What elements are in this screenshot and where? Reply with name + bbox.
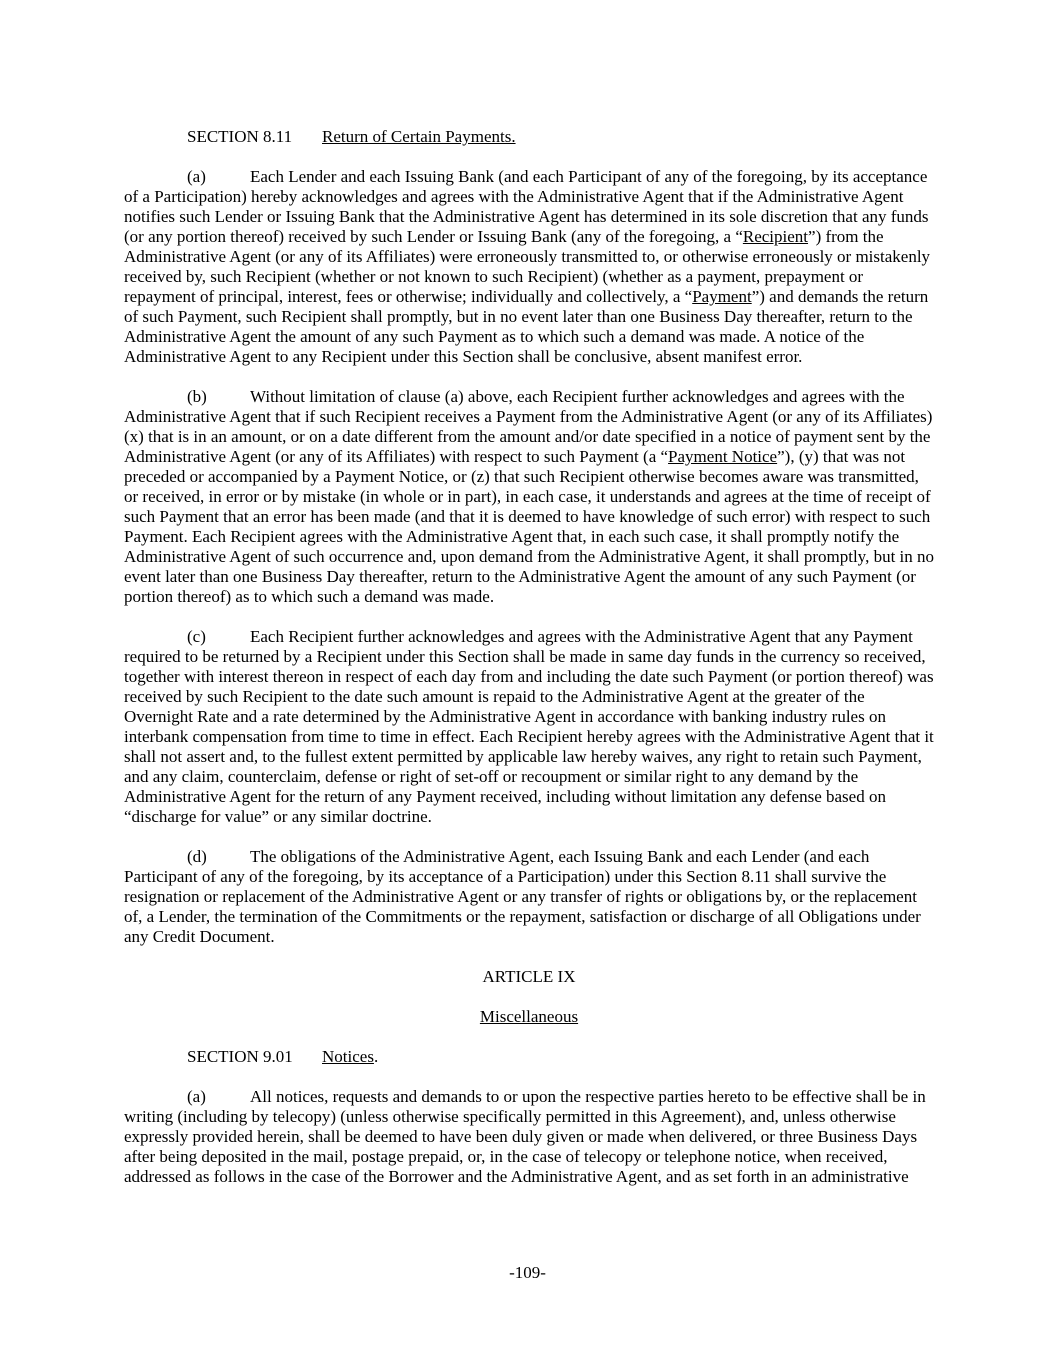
document-content — [124, 127, 934, 1207]
paragraph-label: (a) — [187, 1087, 206, 1106]
text-run: The obligations of the Administrative Agent, each Issuing Bank and each Lender (and each Participant of any of the foregoing, by its acceptance of a Participation) under this Section 8.11 shall survive the resignation or replacement of the Administrative Agent or any transfer of rights or obligations by, or the replacement of, a Lender, the termination of the Commitments or the repayment, satisfaction or discharge of all Obligations under any Credit Document. — [124, 847, 921, 946]
page-number: -109- — [509, 1263, 546, 1282]
section-title-suffix: . — [373, 1047, 379, 1066]
section-heading — [124, 127, 934, 147]
paragraph — [124, 627, 934, 827]
section-number: SECTION 8.11 — [187, 127, 293, 146]
text-run: Without limitation of clause (a) above, each Recipient further acknowledges and agrees with the Administrative Agent that if such Recipient receives a Payment from the Administrative Agent (or any of its Affiliates) (x) that is in an amount, or on a date different from the amount and/or date specified in a notice of payment sent by the Administrative Agent (or any of its Affiliates) with respect to such Payment (a “ — [124, 387, 933, 466]
paragraph — [124, 387, 934, 607]
paragraph-label: (b) — [187, 387, 207, 406]
defined-term: Recipient — [742, 227, 809, 246]
text-run: ”), (y) that was not preceded or accompanied by a Payment Notice, or (z) that such Recipient otherwise becomes aware was transmitted, or received, in error or by mistake (in whole or in part), in each case, it understands and agrees at the time of receipt of such Payment that an error has been made (and that it is deemed to have knowledge of such error) with respect to such Payment. Each Recipient agrees with the Administrative Agent that, in each such case, it shall promptly notify the Administrative Agent of such occurrence and, upon demand from the Administrative Agent, it shall promptly, but in no event later than one Business Day thereafter, return to the Administrative Agent the amount of any such Payment (or portion thereof) as to which such a demand was made. — [124, 447, 935, 606]
text-run: Each Recipient further acknowledges and agrees with the Administrative Agent that any Payment required to be returned by a Recipient under this Section shall be made in same day funds in the currency so received, together with interest thereon in respect of each day from and including the date such Payment (or portion thereof) was received by such Recipient to the date such amount is repaid to the Administrative Agent at the greater of the Overnight Rate and a rate determined by the Administrative Agent in accordance with banking industry rules on interbank compensation from time to time in effect. Each Recipient hereby agrees with the Administrative Agent that it shall not assert and, to the fullest extent permitted by applicable law hereby waives, any right to retain such Payment, and any claim, counterclaim, defense or right of set-off or recoupment or similar right to any demand by the Administrative Agent for the return of any Payment received, including without limitation any defense based on “discharge for value” or any similar doctrine. — [124, 627, 934, 826]
text-run: ”) and demands the return of such Payment, such Recipient shall promptly, but in no event later than one Business Day thereafter, return to the Administrative Agent the amount of any such Payment as to which such a demand was made. A notice of the Administrative Agent to any Recipient under this Section shall be conclusive, absent manifest error. — [124, 287, 929, 366]
section-title: Return of Certain Payments. — [322, 127, 516, 146]
defined-term: Payment Notice — [668, 447, 778, 466]
paragraph-label: (c) — [187, 627, 206, 646]
article-heading: ARTICLE IX — [482, 967, 576, 986]
text-run: All notices, requests and demands to or upon the respective parties hereto to be effective shall be in writing (including by telecopy) (unless otherwise specifically permitted in this Agreement), and, unless otherwise expressly provided herein, shall be deemed to have been duly given or made when delivered, or three Business Days after being deposited in the mail, postage prepaid, or, in the case of telecopy or telephone notice, when received, addressed as follows in the case of the Borrower and the Administrative Agent, and as set forth in an administrative — [124, 1087, 926, 1186]
paragraph — [124, 167, 934, 367]
section-title: Notices — [322, 1047, 374, 1066]
section-heading — [124, 1047, 934, 1067]
section-number: SECTION 9.01 — [187, 1047, 293, 1066]
paragraph — [124, 847, 934, 947]
paragraph-label: (d) — [187, 847, 207, 866]
text-run: ”) from the Administrative Agent (or any of its Affiliates) were erroneously transmitted to, or otherwise erroneously or mistakenly received by, such Recipient (whether or not known to such Recipient) (whether as a payment, prepayment or repayment of principal, interest, fees or otherwise; individually and collectively, a “ — [124, 227, 931, 306]
paragraph — [124, 1087, 934, 1187]
article-subheading-text: Miscellaneous — [479, 1007, 579, 1026]
article-subheading — [124, 1007, 934, 1027]
paragraph-label: (a) — [187, 167, 206, 186]
text-run: Each Lender and each Issuing Bank (and each Participant of any of the foregoing, by its acceptance of a Participation) hereby acknowledges and agrees with the Administrative Agent that if the Administrative Agent notifies such Lender or Issuing Bank that the Administrative Agent has determined in its sole discretion that any funds (or any portion thereof) received by such Lender or Issuing Bank (any of the foregoing, a “ — [124, 167, 929, 246]
defined-term: Payment — [692, 287, 752, 306]
